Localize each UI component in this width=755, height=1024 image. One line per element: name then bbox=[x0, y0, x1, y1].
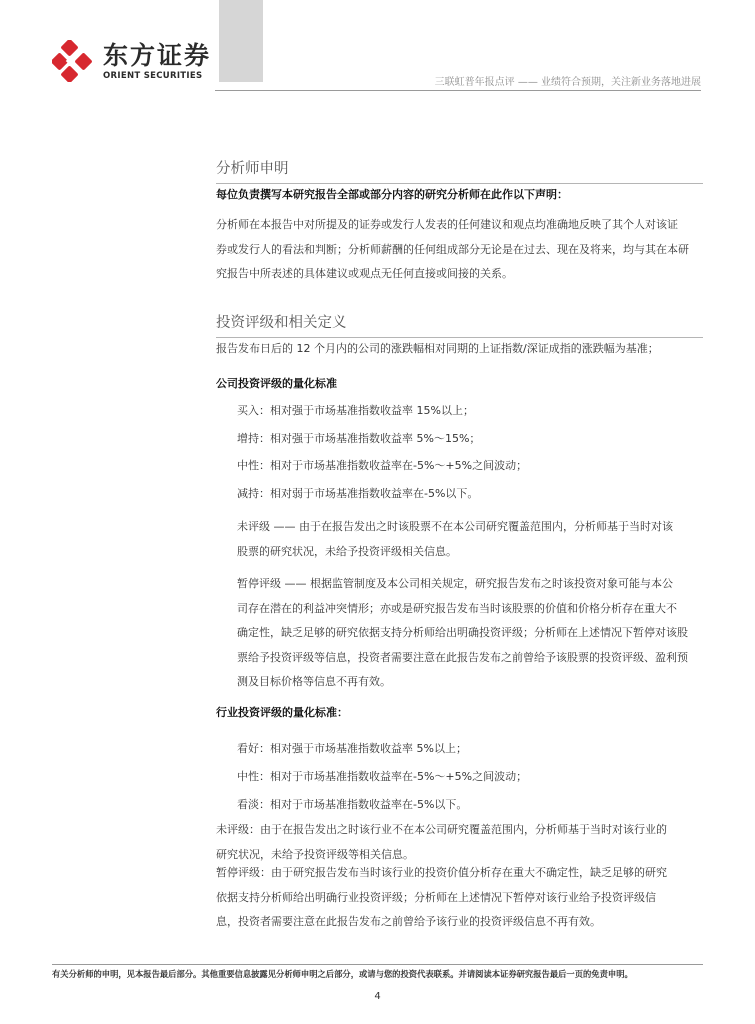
company-suspended-paragraph bbox=[216, 572, 703, 695]
footer-disclaimer: 有关分析师的申明，见本报告最后部分。其他重要信息披露见分析师申明之后部分，或请与您的投资代表联系。并请阅读本证券研究报告最后一页的免责申明。 bbox=[52, 969, 633, 979]
company-rating-title: 公司投资评级的量化标准 bbox=[216, 377, 337, 390]
text-line: 司存在潜在的利益冲突情形；亦或是研究报告发布当时该股票的价值和价格分析存在重大不 bbox=[237, 601, 677, 615]
text-line: 究报告中所表述的具体建议或观点无任何直接或间接的关系。 bbox=[216, 267, 513, 280]
text-line: 票给予投资评级等信息，投资者需要注意在此报告发布之前曾给予该股票的投资评级、盈利预 bbox=[237, 650, 688, 664]
industry-unrated-paragraph bbox=[216, 818, 703, 867]
analyst-paragraph bbox=[216, 213, 703, 287]
text-line: 息，投资者需要注意在此报告发布之前曾给予该行业的投资评级信息不再有效。 bbox=[216, 915, 601, 928]
header-divider bbox=[215, 90, 701, 91]
logo bbox=[52, 40, 212, 84]
text-line: 依据支持分析师给出明确行业投资评级；分析师在上述情况下暂停对该行业给予投资评级信 bbox=[216, 890, 656, 904]
rating-section bbox=[216, 311, 703, 338]
text-line: 测及目标价格等信息不再有效。 bbox=[237, 675, 391, 688]
analyst-statement-section bbox=[216, 157, 703, 184]
report-header-title: 三联虹普年报点评 —— 业绩符合预期，关注新业务落地进展 bbox=[434, 77, 701, 88]
text-line: 未评级：由于在报告发出之时该行业不在本公司研究覆盖范围内，分析师基于当时对该行业的 bbox=[216, 823, 667, 836]
text-line: 暂停评级：由于研究报告发布当时该行业的投资价值分析存在重大不确定性，缺乏足够的研究 bbox=[216, 866, 667, 879]
text-line: 股票的研究状况，未给予投资评级相关信息。 bbox=[237, 544, 457, 558]
text-line: 研究状况，未给予投资评级等相关信息。 bbox=[216, 847, 414, 861]
text-line: 确定性，缺乏足够的研究依据支持分析师给出明确投资评级；分析师在上述情况下暂停对该股 bbox=[237, 626, 688, 639]
company-rating-item: 买入：相对强于市场基准指数收益率 15%以上； bbox=[237, 404, 474, 417]
company-rating-item: 减持：相对弱于市场基准指数收益率在-5%以下。 bbox=[237, 487, 479, 500]
logo-chinese-name: 东方证券 bbox=[103, 41, 212, 70]
text-line: 暂停评级 —— 根据监管制度及本公司相关规定，研究报告发布之时该投资对象可能与本公 bbox=[237, 577, 673, 590]
industry-rating-title: 行业投资评级的量化标准： bbox=[216, 706, 348, 719]
logo-english-name: ORIENT SECURITIES bbox=[103, 71, 203, 81]
rating-intro: 报告发布日后的 12 个月内的公司的涨跌幅相对同期的上证指数/深证成指的涨跌幅为基准； bbox=[216, 342, 659, 355]
section-title-analyst: 分析师申明 bbox=[216, 157, 703, 184]
analyst-lead: 每位负责撰写本研究报告全部或部分内容的研究分析师在此作以下声明： bbox=[216, 188, 568, 201]
text-line: 分析师在本报告中对所提及的证券或发行人发表的任何建议和观点均准确地反映了其个人对该证 bbox=[216, 218, 678, 231]
industry-rating-item: 中性：相对于市场基准指数收益率在-5%～+5%之间波动； bbox=[237, 770, 528, 783]
company-rating-item: 增持：相对强于市场基准指数收益率 5%～15%； bbox=[237, 432, 481, 445]
page-number: 4 bbox=[374, 991, 381, 1002]
industry-rating-item: 看好：相对强于市场基准指数收益率 5%以上； bbox=[237, 742, 467, 755]
header-gray-bar bbox=[219, 0, 263, 82]
orient-securities-logo-icon bbox=[52, 40, 94, 82]
company-rating-item: 中性：相对于市场基准指数收益率在-5%～+5%之间波动； bbox=[237, 459, 528, 472]
footer-divider bbox=[52, 964, 703, 965]
text-line: 券或发行人的看法和判断；分析师薪酬的任何组成部分无论是在过去、现在及将来，均与其在本研 bbox=[216, 242, 689, 256]
industry-suspended-paragraph bbox=[216, 861, 703, 935]
section-title-rating: 投资评级和相关定义 bbox=[216, 311, 703, 338]
text-line: 未评级 —— 由于在报告发出之时该股票不在本公司研究覆盖范围内，分析师基于当时对该 bbox=[237, 520, 673, 533]
company-unrated-paragraph bbox=[216, 515, 703, 564]
industry-rating-item: 看淡：相对于市场基准指数收益率在-5%以下。 bbox=[237, 798, 468, 811]
